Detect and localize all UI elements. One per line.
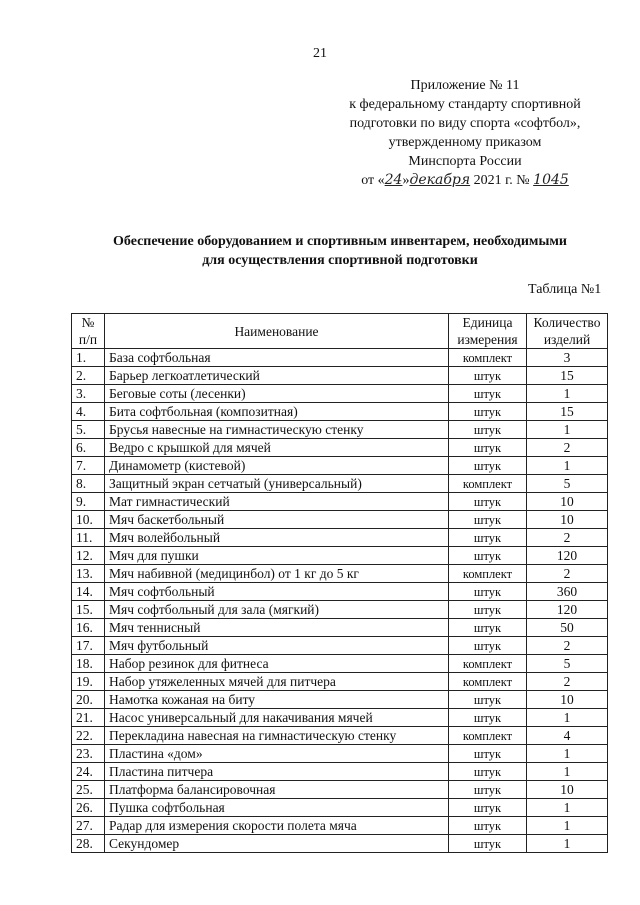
item-unit: комплект bbox=[449, 673, 527, 691]
header-num-line-2: п/п bbox=[78, 332, 98, 347]
date-day-handwritten: 24 bbox=[384, 172, 403, 188]
row-number: 24. bbox=[72, 763, 105, 781]
item-quantity: 360 bbox=[527, 583, 608, 601]
table-row bbox=[72, 475, 608, 493]
row-number: 9. bbox=[72, 493, 105, 511]
item-unit: штук bbox=[449, 439, 527, 457]
row-number: 4. bbox=[72, 403, 105, 421]
item-quantity: 1 bbox=[527, 385, 608, 403]
item-quantity: 1 bbox=[527, 799, 608, 817]
row-number: 13. bbox=[72, 565, 105, 583]
row-number: 27. bbox=[72, 817, 105, 835]
document-title bbox=[70, 232, 610, 270]
table-row bbox=[72, 457, 608, 475]
item-quantity: 10 bbox=[527, 781, 608, 799]
appendix-line-2: к федеральному стандарту спортивной bbox=[349, 97, 581, 112]
appendix-line-1: Приложение № 11 bbox=[410, 78, 520, 93]
table-body bbox=[72, 349, 608, 853]
item-unit: комплект bbox=[449, 349, 527, 367]
date-year: 2021 г. № bbox=[470, 173, 534, 188]
item-unit: штук bbox=[449, 637, 527, 655]
table-row bbox=[72, 403, 608, 421]
appendix-header bbox=[330, 76, 600, 190]
item-quantity: 2 bbox=[527, 565, 608, 583]
row-number: 6. bbox=[72, 439, 105, 457]
item-name: Набор резинок для фитнеса bbox=[105, 655, 449, 673]
table-row bbox=[72, 547, 608, 565]
item-unit: штук bbox=[449, 601, 527, 619]
item-unit: штук bbox=[449, 691, 527, 709]
item-quantity: 50 bbox=[527, 619, 608, 637]
row-number: 16. bbox=[72, 619, 105, 637]
page-number: 21 bbox=[313, 46, 327, 61]
header-row bbox=[72, 314, 608, 349]
table-row bbox=[72, 367, 608, 385]
item-quantity: 5 bbox=[527, 655, 608, 673]
order-number-handwritten: 1045 bbox=[533, 172, 569, 188]
header-num-line-1: № bbox=[81, 315, 95, 330]
item-unit: комплект bbox=[449, 475, 527, 493]
item-quantity: 10 bbox=[527, 511, 608, 529]
date-prefix: от « bbox=[361, 173, 385, 188]
order-date-line bbox=[330, 171, 600, 190]
item-name: Защитный экран сетчатый (универсальный) bbox=[105, 475, 449, 493]
item-quantity: 15 bbox=[527, 367, 608, 385]
item-unit: штук bbox=[449, 421, 527, 439]
item-unit: комплект bbox=[449, 655, 527, 673]
item-name: База софтбольная bbox=[105, 349, 449, 367]
table-row bbox=[72, 601, 608, 619]
item-unit: штук bbox=[449, 367, 527, 385]
title-line-1: Обеспечение оборудованием и спортивным инвентарем, необходимыми bbox=[113, 234, 567, 249]
row-number: 28. bbox=[72, 835, 105, 853]
item-quantity: 5 bbox=[527, 475, 608, 493]
row-number: 10. bbox=[72, 511, 105, 529]
row-number: 22. bbox=[72, 727, 105, 745]
header-qty-line-2: изделий bbox=[543, 332, 591, 347]
item-unit: штук bbox=[449, 529, 527, 547]
table-row bbox=[72, 637, 608, 655]
row-number: 19. bbox=[72, 673, 105, 691]
table-row bbox=[72, 709, 608, 727]
item-name: Брусья навесные на гимнастическую стенку bbox=[105, 421, 449, 439]
item-name: Мяч волейбольный bbox=[105, 529, 449, 547]
table-header bbox=[72, 314, 608, 349]
row-number: 5. bbox=[72, 421, 105, 439]
item-name: Насос универсальный для накачивания мячей bbox=[105, 709, 449, 727]
item-name: Мяч софтбольный для зала (мягкий) bbox=[105, 601, 449, 619]
table-row bbox=[72, 655, 608, 673]
row-number: 20. bbox=[72, 691, 105, 709]
item-name: Мат гимнастический bbox=[105, 493, 449, 511]
header-unit bbox=[449, 314, 527, 349]
row-number: 17. bbox=[72, 637, 105, 655]
table-row bbox=[72, 835, 608, 853]
item-quantity: 1 bbox=[527, 835, 608, 853]
table-row bbox=[72, 691, 608, 709]
row-number: 3. bbox=[72, 385, 105, 403]
table-row bbox=[72, 439, 608, 457]
row-number: 7. bbox=[72, 457, 105, 475]
table-row bbox=[72, 619, 608, 637]
table-row bbox=[72, 511, 608, 529]
item-name: Набор утяжеленных мячей для питчера bbox=[105, 673, 449, 691]
item-name: Пушка софтбольная bbox=[105, 799, 449, 817]
row-number: 15. bbox=[72, 601, 105, 619]
item-quantity: 1 bbox=[527, 421, 608, 439]
item-unit: штук bbox=[449, 745, 527, 763]
item-name: Мяч баскетбольный bbox=[105, 511, 449, 529]
table-row bbox=[72, 673, 608, 691]
table-row bbox=[72, 799, 608, 817]
item-unit: штук bbox=[449, 493, 527, 511]
row-number: 23. bbox=[72, 745, 105, 763]
item-quantity: 120 bbox=[527, 601, 608, 619]
item-quantity: 1 bbox=[527, 709, 608, 727]
item-name: Намотка кожаная на биту bbox=[105, 691, 449, 709]
item-unit: штук bbox=[449, 457, 527, 475]
header-qty bbox=[527, 314, 608, 349]
item-name: Мяч софтбольный bbox=[105, 583, 449, 601]
item-name: Радар для измерения скорости полета мяча bbox=[105, 817, 449, 835]
item-unit: штук bbox=[449, 763, 527, 781]
item-quantity: 10 bbox=[527, 493, 608, 511]
item-quantity: 1 bbox=[527, 763, 608, 781]
item-name: Платформа балансировочная bbox=[105, 781, 449, 799]
item-name: Пластина «дом» bbox=[105, 745, 449, 763]
item-unit: штук bbox=[449, 511, 527, 529]
item-unit: штук bbox=[449, 547, 527, 565]
item-name: Пластина питчера bbox=[105, 763, 449, 781]
row-number: 18. bbox=[72, 655, 105, 673]
table-row bbox=[72, 385, 608, 403]
row-number: 25. bbox=[72, 781, 105, 799]
item-name: Секундомер bbox=[105, 835, 449, 853]
item-unit: комплект bbox=[449, 565, 527, 583]
table-row bbox=[72, 349, 608, 367]
item-quantity: 120 bbox=[527, 547, 608, 565]
item-name: Мяч футбольный bbox=[105, 637, 449, 655]
item-quantity: 1 bbox=[527, 817, 608, 835]
item-quantity: 2 bbox=[527, 673, 608, 691]
item-name: Барьер легкоатлетический bbox=[105, 367, 449, 385]
row-number: 11. bbox=[72, 529, 105, 547]
item-name: Беговые соты (лесенки) bbox=[105, 385, 449, 403]
equipment-table bbox=[71, 313, 608, 853]
item-quantity: 1 bbox=[527, 457, 608, 475]
item-unit: штук bbox=[449, 403, 527, 421]
item-quantity: 3 bbox=[527, 349, 608, 367]
item-name: Мяч набивной (медицинбол) от 1 кг до 5 кг bbox=[105, 565, 449, 583]
appendix-line-5: Минспорта России bbox=[408, 154, 522, 169]
item-quantity: 15 bbox=[527, 403, 608, 421]
header-num bbox=[72, 314, 105, 349]
row-number: 12. bbox=[72, 547, 105, 565]
item-quantity: 4 bbox=[527, 727, 608, 745]
appendix-line-4: утвержденному приказом bbox=[388, 135, 542, 150]
row-number: 26. bbox=[72, 799, 105, 817]
item-quantity: 2 bbox=[527, 529, 608, 547]
item-unit: штук bbox=[449, 799, 527, 817]
item-name: Мяч для пушки bbox=[105, 547, 449, 565]
table-row bbox=[72, 727, 608, 745]
item-unit: штук bbox=[449, 619, 527, 637]
table-row bbox=[72, 763, 608, 781]
title-line-2: для осуществления спортивной подготовки bbox=[202, 253, 478, 268]
header-unit-line-1: Единица bbox=[462, 315, 513, 330]
item-unit: штук bbox=[449, 385, 527, 403]
table-row bbox=[72, 583, 608, 601]
row-number: 8. bbox=[72, 475, 105, 493]
item-unit: штук bbox=[449, 817, 527, 835]
table-row bbox=[72, 529, 608, 547]
table-row bbox=[72, 565, 608, 583]
item-name: Бита софтбольная (композитная) bbox=[105, 403, 449, 421]
item-name: Ведро с крышкой для мячей bbox=[105, 439, 449, 457]
item-quantity: 2 bbox=[527, 637, 608, 655]
table-label: Таблица №1 bbox=[528, 282, 602, 297]
header-name: Наименование bbox=[105, 314, 449, 349]
row-number: 2. bbox=[72, 367, 105, 385]
date-month-handwritten: декабря bbox=[409, 172, 471, 188]
item-unit: штук bbox=[449, 835, 527, 853]
table-row bbox=[72, 493, 608, 511]
item-unit: штук bbox=[449, 709, 527, 727]
item-name: Динамометр (кистевой) bbox=[105, 457, 449, 475]
item-name: Перекладина навесная на гимнастическую стенку bbox=[105, 727, 449, 745]
item-quantity: 10 bbox=[527, 691, 608, 709]
date-mid: » bbox=[402, 173, 410, 188]
table-row bbox=[72, 745, 608, 763]
appendix-line-3: подготовки по виду спорта «софтбол», bbox=[349, 116, 581, 131]
item-unit: комплект bbox=[449, 727, 527, 745]
header-unit-line-2: измерения bbox=[457, 332, 518, 347]
row-number: 1. bbox=[72, 349, 105, 367]
row-number: 14. bbox=[72, 583, 105, 601]
table-row bbox=[72, 817, 608, 835]
table-row bbox=[72, 781, 608, 799]
item-quantity: 1 bbox=[527, 745, 608, 763]
row-number: 21. bbox=[72, 709, 105, 727]
item-unit: штук bbox=[449, 583, 527, 601]
header-qty-line-1: Количество bbox=[533, 315, 601, 330]
table-row bbox=[72, 421, 608, 439]
item-quantity: 2 bbox=[527, 439, 608, 457]
item-unit: штук bbox=[449, 781, 527, 799]
item-name: Мяч теннисный bbox=[105, 619, 449, 637]
